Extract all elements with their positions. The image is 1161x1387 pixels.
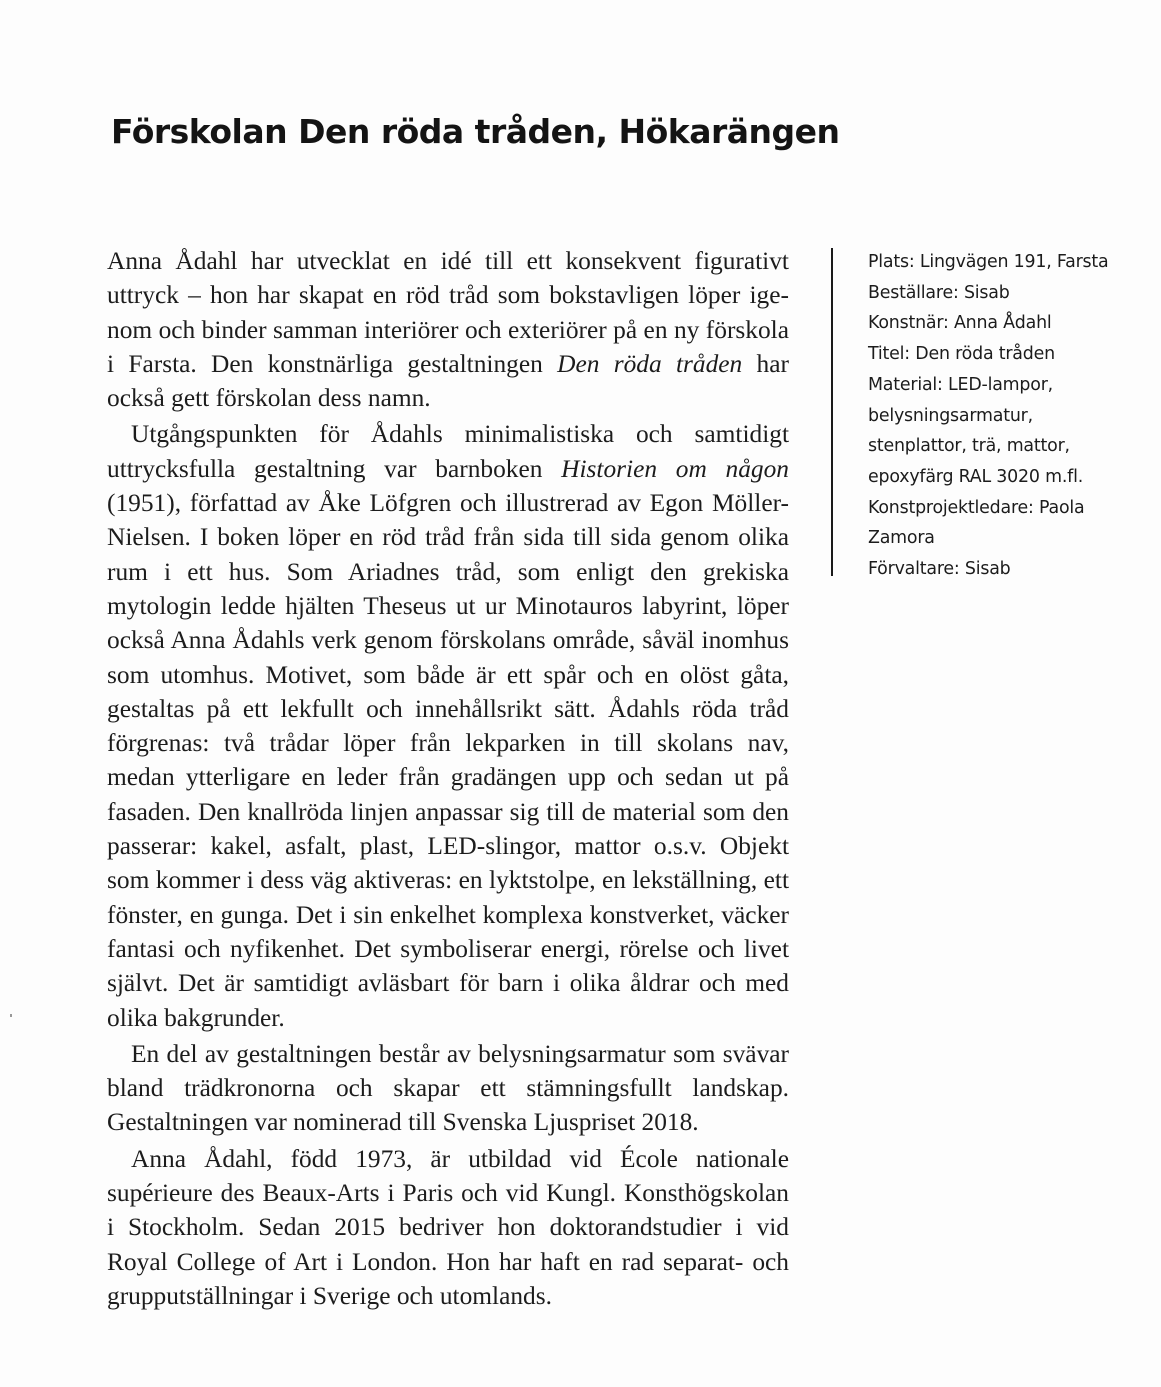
paragraph-2-text-c: (1951), författad av Åke Löfgren och illustrerad av Egon Möller-Nielsen. I boken löper en röd tråd från sida till sida genom olika rum i ett hus. Som Ariadnes tråd, som enligt den grekiska mytologin ledde hjälten Theseus ut ur Minotauros labyrint, löper också Anna Ådahls verk genom förskolans område, såväl inomhus som utomhus. Motivet, som både är ett spår och en olöst gåta, gestaltas på ett lekfullt och innehållsrikt sätt. Ådahls röda tråd förgrenas: två trådar löper från lekparken in till skolans nav, medan ytterligare en leder från gradängen upp och sedan ut på fasaden. Den knallröda linjen anpassar sig till de material som den passerar: kakel, asfalt, plast, LED-slingor, mattor o.s.v. Objekt som kommer i dess väg aktiveras: en lyktstolpe, en lekställning, ett fönster, en gunga. Det i sin enkelhet komplexa konstverket, väcker fantasi och nyfikenhet. Det symboliserar energi, rörelse och livet självt. Det är samtidigt avläsbart för barn i olika åldrar och med olika bakgrunder. (107, 489, 789, 1032)
paragraph-1-text-a: Anna Ådahl har utvecklat en idé till ett konsekvent figurativt uttryck – hon har skapat en röd tråd som bokstavligen löper igenom och binder samman interiörer och exteriörer på en ny förskola i Farsta. Den konstnärliga gestaltningen (107, 247, 789, 378)
fact-material-line-4: epoxyfärg RAL 3020 m.fl. (868, 466, 1084, 487)
paragraph-1-text-c: har också gett förskolan dess namn. (107, 349, 789, 413)
fact-plats: Plats: Lingvägen 191, Farsta (868, 252, 1109, 272)
fact-titel: Titel: Den röda tråden (868, 344, 1055, 365)
fact-material-line-1: Material: LED-lampor, (868, 374, 1053, 395)
book-title-italic: Historien om någon (561, 454, 789, 483)
fact-forvaltare: Förvaltare: Sisab (868, 559, 1011, 580)
article-paragraph-4: Anna Ådahl, född 1973, är utbildad vid École nationale supérieure des Beaux-Arts i Paris och vid Kungl. Konsthögskolan i Stockholm. Sedan 2015 bedriver hon doktorandstudier i vid Royal College of Art i London. Hon har haft en rad separat- och grupputställningar i Sverige och utomlands. (107, 1144, 789, 1310)
sidebar-divider (831, 248, 833, 576)
fact-konstnar: Konstnär: Anna Ådahl (868, 313, 1052, 334)
fact-bestallare: Beställare: Sisab (868, 282, 1010, 303)
artwork-title-italic: Den röda tråden (557, 349, 743, 378)
page-title: Förskolan Den röda tråden, Hökarängen (111, 112, 840, 151)
scan-speck (10, 1014, 12, 1017)
facts-sidebar (868, 247, 1158, 585)
article-paragraph-1 (107, 244, 789, 415)
article-paragraph-3: En del av gestaltningen består av belysningsarmatur som svävar bland trädkronorna och skapar ett stämningsfullt landskap. Gestaltningen var nominerad till Svenska Ljuspriset 2018. (107, 1039, 789, 1137)
fact-projektledare-line-2: Zamora (868, 528, 935, 549)
fact-material-line-2: belysningsarmatur, (868, 405, 1033, 426)
paragraph-2-text-a: Utgångspunkten för Ådahls minimalistiska och samtidigt uttrycksfulla gestaltning var barnboken (107, 420, 789, 483)
article-body (107, 244, 789, 1315)
article-paragraph-2 (107, 417, 789, 1034)
fact-material-line-3: stenplattor, trä, mattor, (868, 436, 1070, 457)
fact-projektledare-line-1: Konstprojektledare: Paola (868, 497, 1085, 518)
